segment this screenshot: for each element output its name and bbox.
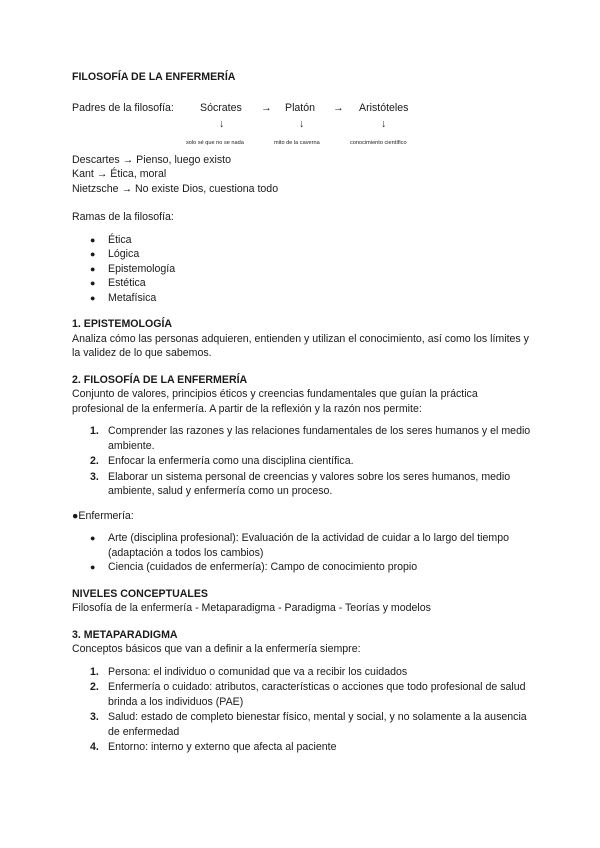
list-item: 2. Enfocar la enfermería como una disciplina científica. [90, 455, 354, 467]
bullet-icon: ● [90, 292, 96, 303]
list-item: ● Lógica [90, 248, 140, 260]
note-aristoteles: conocimiento científico [350, 139, 407, 146]
enfermeria-list [72, 531, 532, 575]
note-platon: mito de la caverna [274, 139, 320, 146]
padres-diagram [72, 101, 532, 149]
list-item: ● Estética [90, 277, 146, 289]
heading-metaparadigma: 3. METAPARADIGMA [72, 628, 178, 641]
quotes-block [72, 153, 532, 197]
quote-kant: Kant → Ética, moral [72, 168, 167, 180]
list-item: ● Ética [90, 233, 132, 246]
bullet-icon: ● [90, 562, 96, 572]
quote-descartes: Descartes → Pienso, luego existo [72, 153, 231, 166]
philosopher-platon: Platón [285, 101, 316, 114]
list-item: 1. Comprender las razones y las relaciones fundamentales de los seres humanos y el medio ambiente. [90, 425, 531, 452]
epistemologia-text: Analiza cómo las personas adquieren, entienden y utilizan el conocimiento, así como los límites y la validez de lo que sabemos. [72, 332, 529, 359]
list-item: ● Metafísica [90, 291, 157, 304]
bullet-icon: ● [90, 234, 96, 245]
document-content [72, 70, 532, 756]
metaparadigma-list [72, 665, 532, 755]
filosofia-enfermeria-text: Conjunto de valores, principios éticos y creencias fundamentales que guían la práctica profesional de la enfermería. A partir de la reflexión y la razón nos permite: [72, 388, 478, 415]
bullet-icon: ● [90, 263, 96, 274]
quote-nietzsche: Nietzsche → No existe Dios, cuestiona todo [72, 182, 279, 195]
list-item: 1. Persona: el individuo o comunidad que va a recibir los cuidados [90, 665, 408, 678]
ramas-label: Ramas de la filosofía: [72, 211, 174, 223]
heading-epistemologia: 1. EPISTEMOLOGÍA [72, 318, 173, 330]
ramas-list [72, 233, 532, 306]
heading-filosofia-enfermeria: 2. FILOSOFÍA DE LA ENFERMERÍA [72, 373, 248, 386]
list-item: 3. Elaborar un sistema personal de creencias y valores sobre los seres humanos, medio ambiente, salud y enfermería como un proceso. [90, 470, 511, 497]
niveles-text: Filosofía de la enfermería - Metaparadigma - Paradigma - Teorías y modelos [72, 602, 431, 614]
list-item: ● Arte (disciplina profesional): Evaluación de la actividad de cuidar a lo largo del tiempo (adaptación a todos los cambios) [90, 532, 510, 559]
list-item: 2. Enfermería o cuidado: atributos, características o acciones que todo profesional de salud brinda a los individuos (PAE) [90, 681, 526, 708]
document-title: FILOSOFÍA DE LA ENFERMERÍA [72, 71, 236, 83]
list-item: 4. Entorno: interno y externo que afecta al paciente [90, 741, 337, 753]
bullet-icon: ● [90, 249, 96, 259]
arrow-down-icon: ↓ [299, 117, 305, 130]
metaparadigma-text: Conceptos básicos que van a definir a la enfermería siempre: [72, 643, 361, 655]
list-item: 3. Salud: estado de completo bienestar físico, mental y social, y no solamente a la ausencia de enfermedad [90, 711, 527, 738]
filosofia-enfermeria-list [72, 424, 532, 499]
heading-niveles: NIVELES CONCEPTUALES [72, 587, 208, 600]
list-item: ● Epistemología [90, 262, 176, 275]
bullet-icon: ● [90, 533, 96, 543]
list-item: ● Ciencia (cuidados de enfermería): Campo de conocimiento propio [90, 561, 418, 573]
arrow-down-icon: ↓ [381, 117, 387, 130]
philosopher-socrates: Sócrates [200, 101, 242, 114]
note-socrates: solo sé que no se nada [186, 139, 244, 146]
enfermeria-label: ●Enfermería: [72, 509, 134, 522]
philosopher-aristoteles: Aristóteles [359, 101, 409, 114]
arrow-right-icon: → [333, 101, 344, 114]
bullet-icon: ● [90, 278, 96, 288]
arrow-down-icon: ↓ [219, 117, 225, 130]
arrow-right-icon: → [261, 101, 272, 114]
padres-label: Padres de la filosofía: [72, 101, 174, 114]
